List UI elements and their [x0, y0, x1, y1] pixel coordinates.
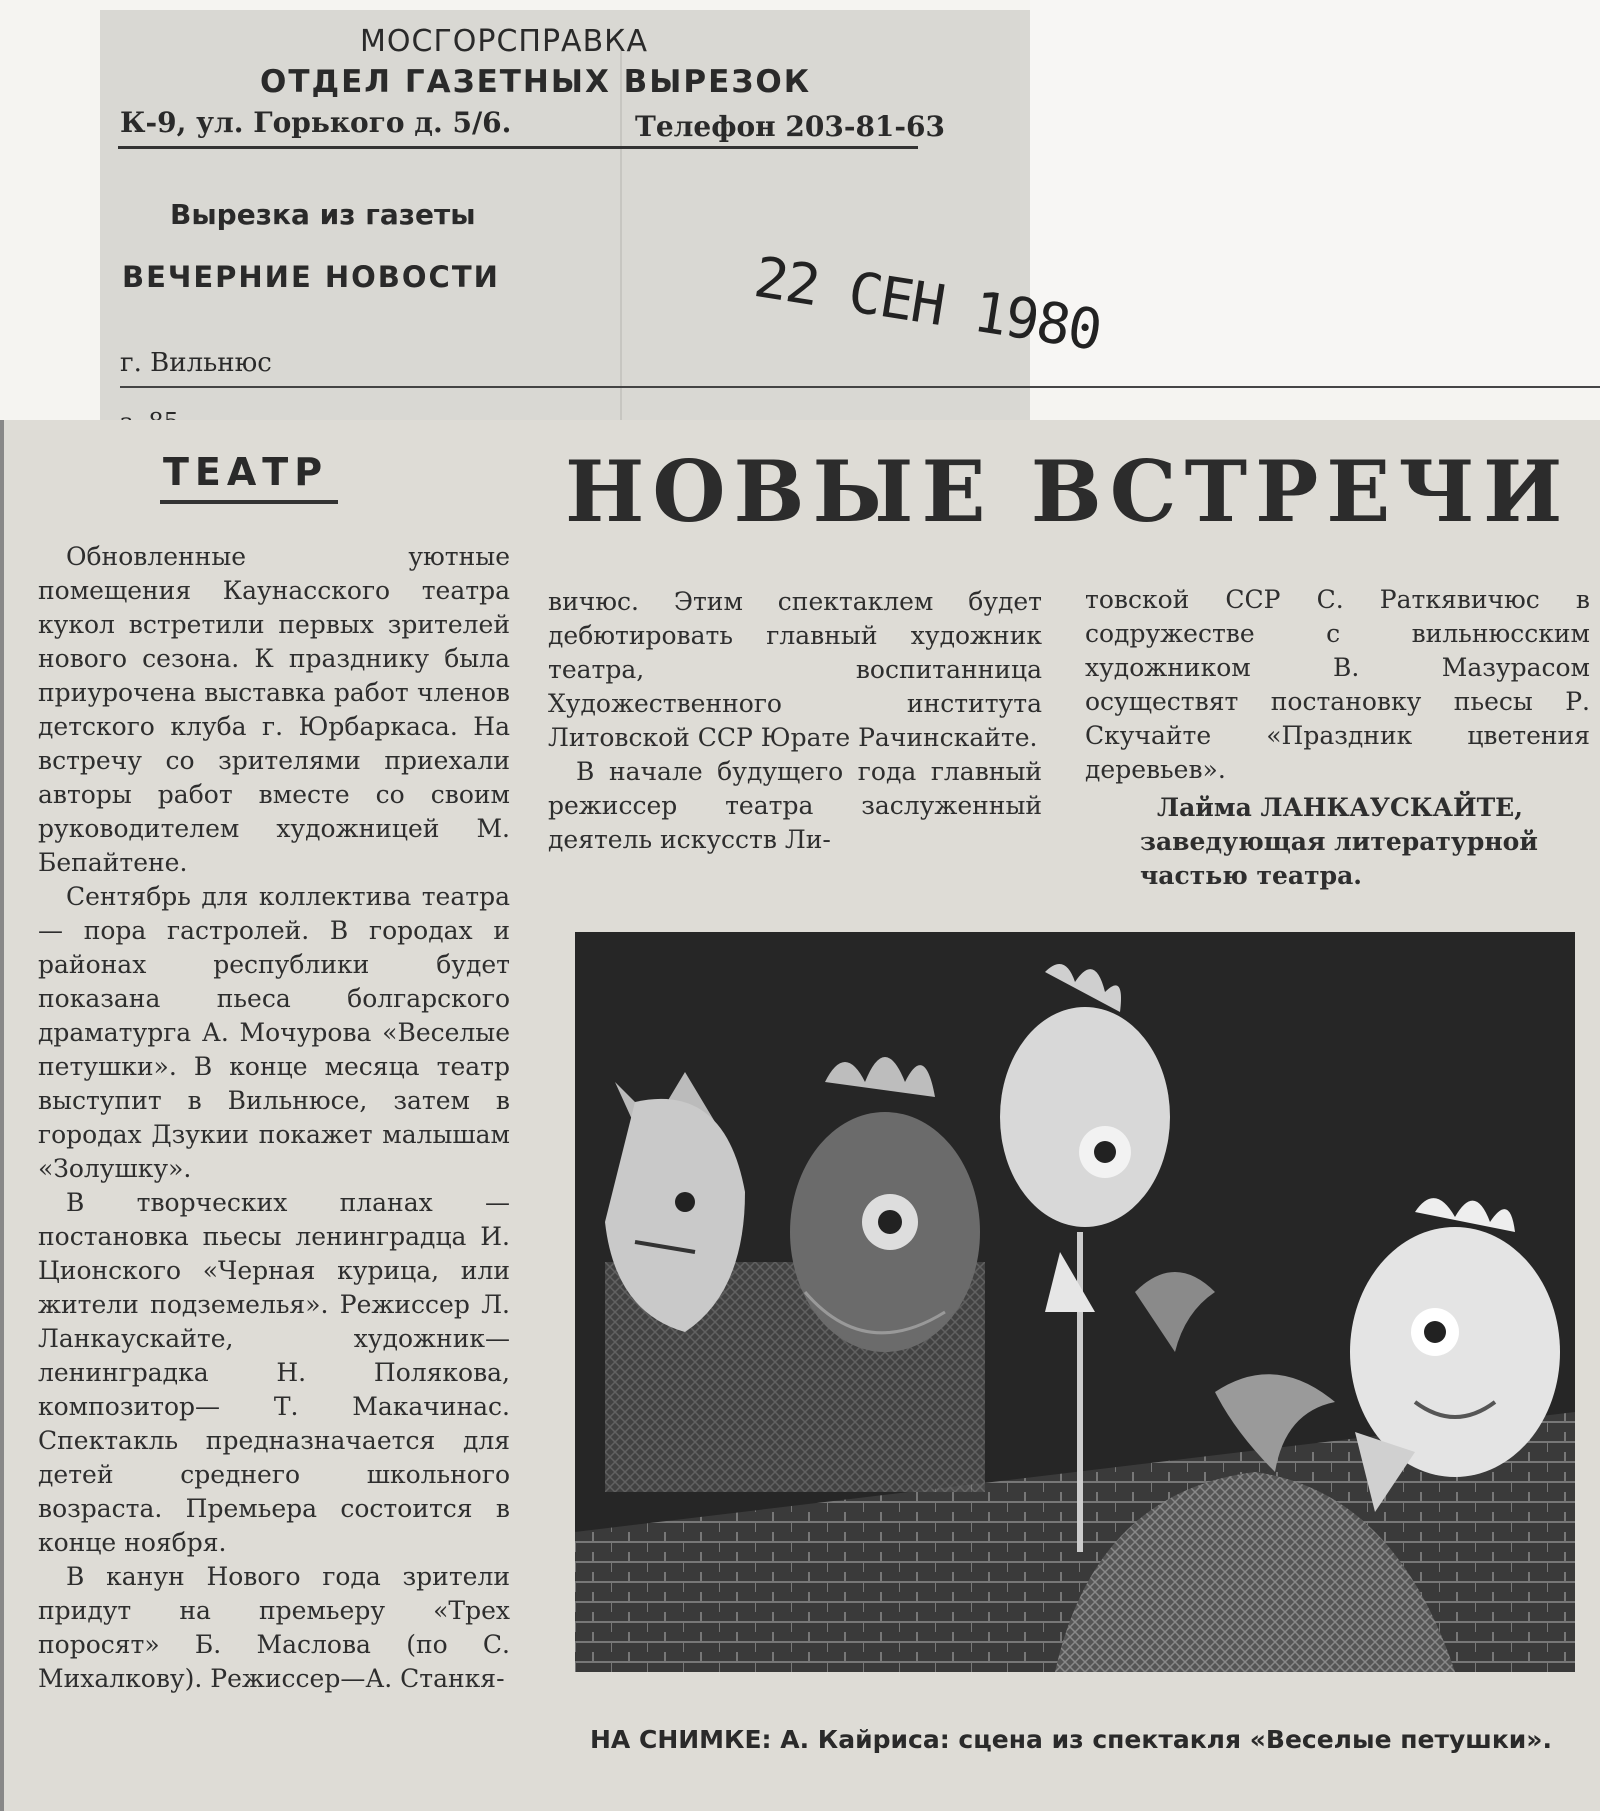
paragraph: В творческих планах —постановка пьесы ленинградца И. Ционского «Черная курица, или жители подземелья». Режиссер Л. Ланкаускайте, художник—ленинградка Н. Полякова, композитор— Т. Макачинас. Спектакль предназначается для детей среднего школьного возраста. Премьера состоится в конце ноября.: [38, 1188, 510, 1557]
author-role: заведующая литературной частью театра.: [1140, 827, 1538, 890]
background-sheet: [1030, 0, 1600, 380]
paragraph: Сентябрь для коллектива театра — пора гастролей. В городах и районах республики будет показана пьеса болгарского драматурга А. Мочурова «Веселые петушки». В конце месяца театр выступит в Вильнюсе, затем в городах Дзукии покажет малышам «Золушку».: [38, 882, 510, 1183]
photo-caption: НА СНИМКЕ: А. Кайриса: сцена из спектакля «Веселые петушки».: [590, 1725, 1552, 1754]
article-top-rule: [120, 386, 1600, 388]
text-column-1: [38, 540, 510, 1696]
rubric: ТЕАТР: [163, 450, 329, 494]
author-name: Лайма ЛАНКАУСКАЙТЕ,: [1157, 793, 1523, 822]
rubric-underline: [160, 500, 338, 504]
newspaper-name: ВЕЧЕРНИЕ НОВОСТИ: [122, 260, 500, 294]
department-name: ОТДЕЛ ГАЗЕТНЫХ ВЫРЕЗОК: [260, 64, 812, 100]
org-name: МОСГОРСПРАВКА: [360, 24, 648, 59]
paragraph: В начале будущего года главный режиссер театра заслуженный деятель искусств Ли-: [548, 757, 1042, 854]
paragraph: товской ССР С. Раткявичюс в содружестве с вильнюсским художником В. Мазурасом осуществят постановку пьесы Р. Скучайте «Праздник цветения деревьев».: [1085, 585, 1590, 784]
address: К-9, ул. Горького д. 5/6.: [120, 106, 512, 139]
clipping-edge: [0, 420, 4, 1811]
paper-crease: [620, 50, 622, 430]
newspaper-article: [0, 420, 1600, 1811]
paragraph: вичюс. Этим спектаклем будет дебютировать главный художник театра, воспитанница Художественного института Литовской ССР Юрате Рачинскайте.: [548, 587, 1042, 752]
paragraph: Обновленные уютные помещения Каунасского театра кукол встретили первых зрителей нового сезона. К празднику была приурочена выставка работ членов детского клуба г. Юрбаркаса. На встречу со зрителями приехали авторы работ вместе со своим руководителем художницей М. Бепайтене.: [38, 542, 510, 877]
clip-label: Вырезка из газеты: [170, 198, 476, 231]
headline: НОВЫЕ ВСТРЕЧИ: [565, 442, 1571, 541]
clipping-service-slip: [100, 10, 1105, 430]
header-rule: [118, 146, 918, 149]
phone: Телефон 203-81-63: [635, 110, 945, 143]
signature: [1085, 791, 1590, 893]
paragraph: В канун Нового года зрители придут на премьеру «Трех поросят» Б. Маслова (по С. Михалкову). Режиссер—А. Станкя-: [38, 1562, 510, 1693]
puppet-scene-illustration: [575, 932, 1575, 1672]
date-stamp: 22 СЕН 1980: [749, 245, 1105, 364]
text-column-3: [1085, 583, 1590, 893]
text-column-2: [548, 585, 1042, 857]
city: г. Вильнюс: [120, 348, 272, 378]
puppet-show-photo: [575, 932, 1575, 1672]
